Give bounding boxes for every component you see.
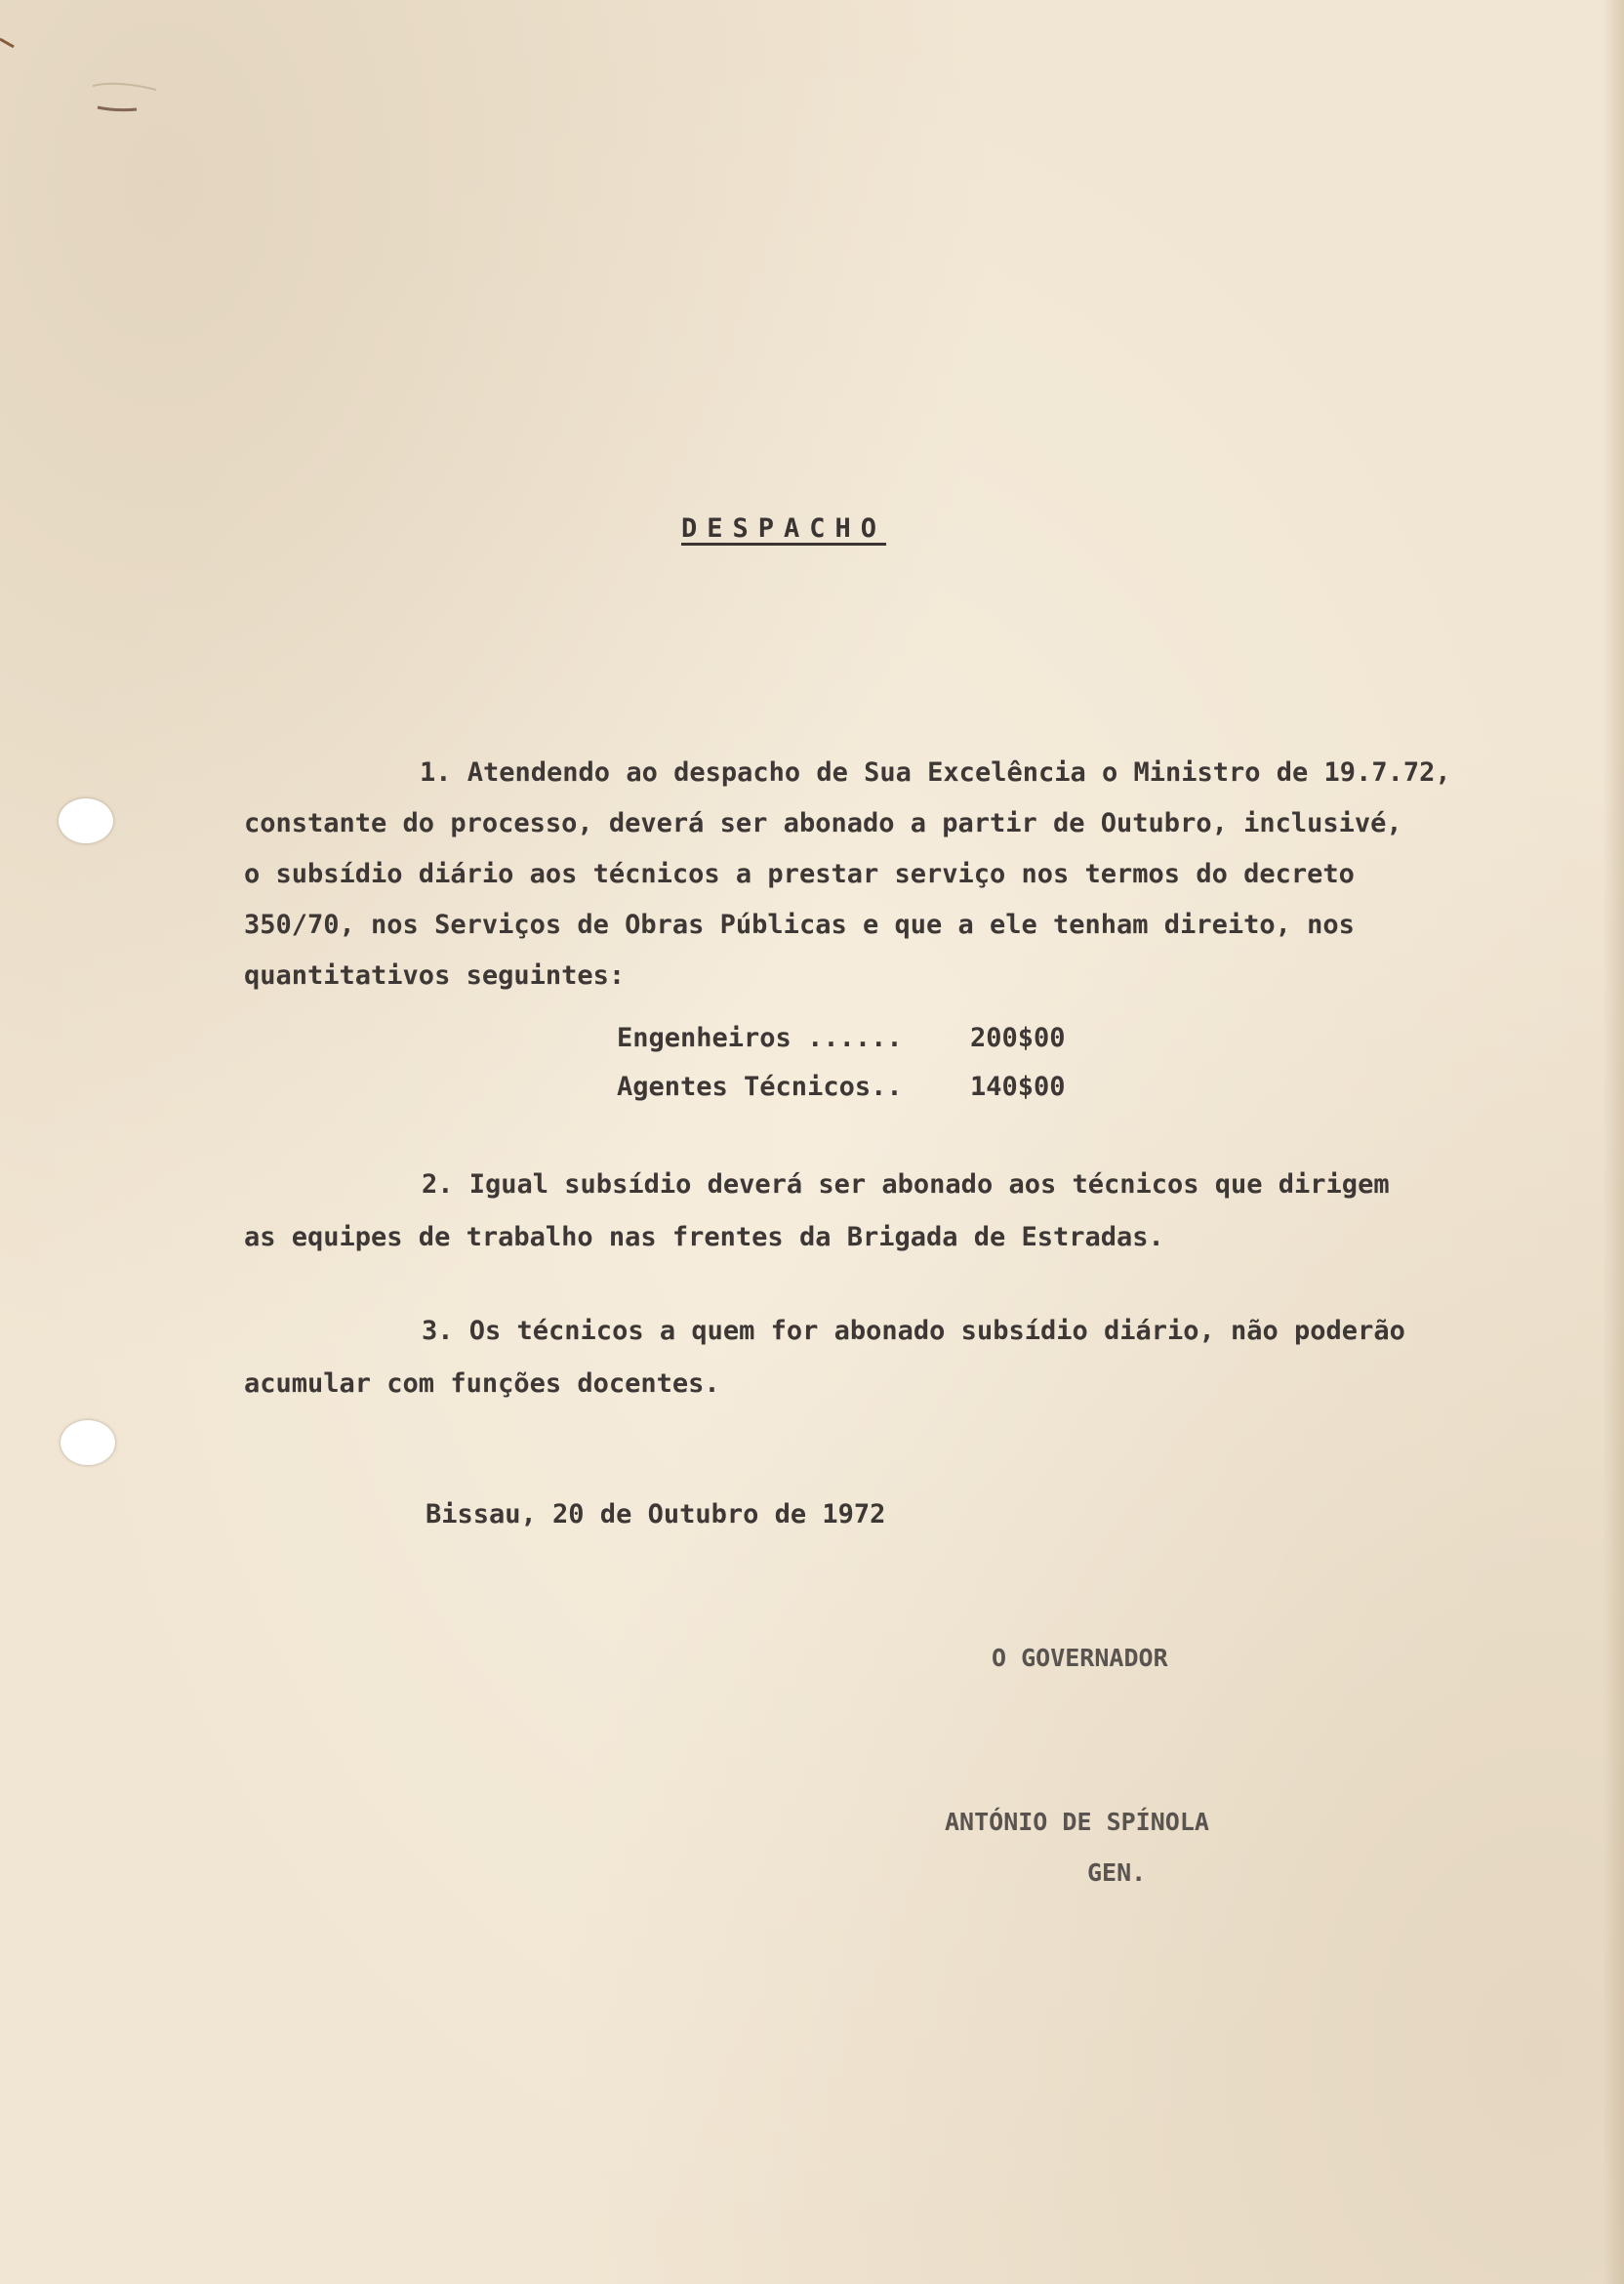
place-and-date: Bissau, 20 de Outubro de 1972 bbox=[426, 1499, 886, 1529]
allowance-amount-technical-agents: 140$00 bbox=[970, 1072, 1066, 1102]
allowance-amount-engineers: 200$00 bbox=[970, 1023, 1066, 1053]
paragraph-1-line-4: 350/70, nos Serviços de Obras Públicas e que a ele tenham direito, nos bbox=[244, 910, 1355, 940]
signatory-title: O GOVERNADOR bbox=[992, 1644, 1168, 1672]
paragraph-3-line-2: acumular com funções docentes. bbox=[244, 1368, 720, 1399]
paper-edge-shadow bbox=[1603, 0, 1624, 2284]
signatory-name: ANTÓNIO DE SPÍNOLA bbox=[945, 1808, 1209, 1836]
punch-hole-top bbox=[59, 798, 113, 843]
paragraph-1-line-1: 1. Atendendo ao despacho de Sua Excelência o Ministro de 19.7.72, bbox=[420, 757, 1451, 788]
paragraph-1-line-5: quantitativos seguintes: bbox=[244, 960, 626, 991]
signatory-rank: GEN. bbox=[1087, 1858, 1147, 1887]
paragraph-2-line-1: 2. Igual subsídio deverá ser abonado aos técnicos que dirigem bbox=[422, 1169, 1390, 1200]
corner-stain-mark bbox=[0, 29, 166, 127]
paragraph-1-line-2: constante do processo, deverá ser abonado a partir de Outubro, inclusivé, bbox=[244, 808, 1402, 838]
allowance-label-technical-agents: Agentes Técnicos.. bbox=[617, 1072, 903, 1102]
paragraph-2-line-2: as equipes de trabalho nas frentes da Brigada de Estradas. bbox=[244, 1222, 1164, 1252]
document-title: DESPACHO bbox=[681, 513, 887, 544]
paragraph-3-line-1: 3. Os técnicos a quem for abonado subsídio diário, não poderão bbox=[422, 1316, 1405, 1346]
allowance-label-engineers: Engenheiros ...... bbox=[617, 1023, 903, 1053]
punch-hole-bottom bbox=[61, 1420, 115, 1465]
paragraph-1-line-3: o subsídio diário aos técnicos a prestar serviço nos termos do decreto bbox=[244, 859, 1355, 889]
